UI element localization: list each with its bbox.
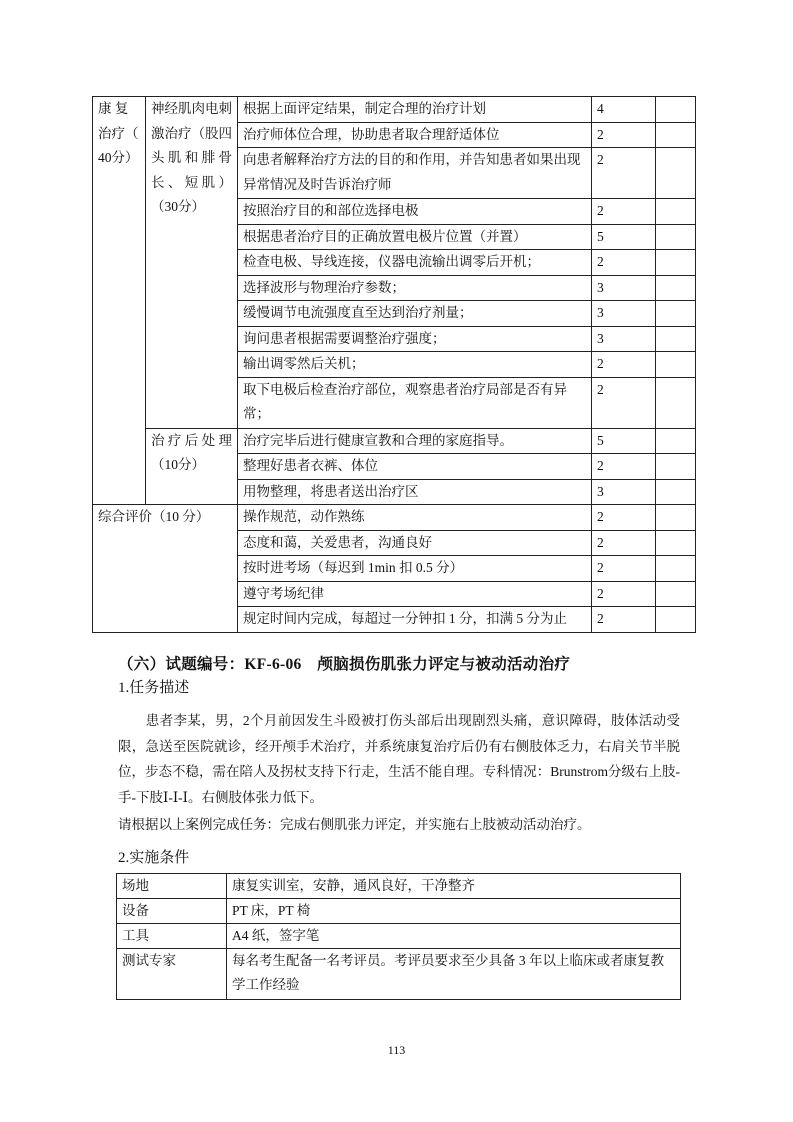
- actual-score-cell: [656, 479, 696, 505]
- item-score: 2: [592, 505, 656, 531]
- table-row: [117, 924, 681, 949]
- item-score: 2: [592, 607, 656, 633]
- group-cell: 治疗后处理（10分）: [146, 428, 238, 505]
- category-cell: 康 复治疗（ 40分）: [93, 97, 146, 505]
- actual-score-cell: [656, 352, 696, 378]
- actual-score-cell: [656, 428, 696, 454]
- item-score: 2: [592, 377, 656, 428]
- condition-label: 设备: [117, 899, 227, 924]
- task-heading: 1.任务描述: [118, 680, 190, 696]
- actual-score-cell: [656, 199, 696, 225]
- conditions-table: [116, 873, 681, 1000]
- item-score: 2: [592, 148, 656, 199]
- conditions-heading: 2.实施条件: [118, 850, 190, 866]
- condition-value: PT 床，PT 椅: [227, 899, 681, 924]
- item-text: 用物整理，将患者送出治疗区: [238, 479, 592, 505]
- item-score: 5: [592, 428, 656, 454]
- condition-label: 测试专家: [117, 949, 227, 1000]
- condition-value: 每名考生配备一名考评员。考评员要求至少具备 3 年以上临床或者康复教学工作经验: [227, 949, 681, 1000]
- item-text: 根据上面评定结果，制定合理的治疗计划: [238, 97, 592, 123]
- item-score: 2: [592, 530, 656, 556]
- item-text: 向患者解释治疗方法的目的和作用，并告知患者如果出现异常情况及时告诉治疗师: [238, 148, 592, 199]
- actual-score-cell: [656, 326, 696, 352]
- section-title: （六）试题编号：KF-6-06 颅脑损伤肌张力评定与被动活动治疗: [118, 656, 571, 673]
- item-score: 3: [592, 479, 656, 505]
- actual-score-cell: [656, 556, 696, 582]
- actual-score-cell: [656, 250, 696, 276]
- item-score: 2: [592, 352, 656, 378]
- item-score: 5: [592, 224, 656, 250]
- item-score: 3: [592, 275, 656, 301]
- item-text: 按照治疗目的和部位选择电极: [238, 199, 592, 225]
- item-text: 态度和蔼，关爱患者，沟通良好: [238, 530, 592, 556]
- table-row: [93, 97, 696, 123]
- table-row: [117, 949, 681, 1000]
- item-text: 遵守考场纪律: [238, 581, 592, 607]
- item-score: 3: [592, 326, 656, 352]
- item-text: 检查电极、导线连接，仪器电流输出调零后开机；: [238, 250, 592, 276]
- item-text: 治疗完毕后进行健康宣教和合理的家庭指导。: [238, 428, 592, 454]
- item-text: 询问患者根据需要调整治疗强度；: [238, 326, 592, 352]
- item-score: 4: [592, 97, 656, 123]
- actual-score-cell: [656, 377, 696, 428]
- item-score: 2: [592, 581, 656, 607]
- condition-label: 场地: [117, 874, 227, 899]
- item-score: 2: [592, 122, 656, 148]
- actual-score-cell: [656, 148, 696, 199]
- item-score: 2: [592, 556, 656, 582]
- item-text: 整理好患者衣裤、体位: [238, 454, 592, 480]
- actual-score-cell: [656, 454, 696, 480]
- actual-score-cell: [656, 581, 696, 607]
- page-number: 113: [387, 1043, 406, 1057]
- condition-value: 康复实训室，安静，通风良好，干净整齐: [227, 874, 681, 899]
- actual-score-cell: [656, 275, 696, 301]
- item-text: 输出调零然后关机；: [238, 352, 592, 378]
- actual-score-cell: [656, 530, 696, 556]
- actual-score-cell: [656, 122, 696, 148]
- table-row: [117, 899, 681, 924]
- actual-score-cell: [656, 97, 696, 123]
- item-score: 2: [592, 454, 656, 480]
- item-text: 按时进考场（每迟到 1min 扣 0.5 分）: [238, 556, 592, 582]
- item-text: 操作规范，动作熟练: [238, 505, 592, 531]
- item-score: 2: [592, 250, 656, 276]
- item-text: 缓慢调节电流强度直至达到治疗剂量；: [238, 301, 592, 327]
- overall-label: 综合评价（10 分）: [93, 505, 238, 633]
- group-cell: 神经肌肉电刺激治疗（股四头肌和腓骨长、短肌）（30分）: [146, 97, 238, 429]
- table-row: [93, 505, 696, 531]
- actual-score-cell: [656, 607, 696, 633]
- item-score: 3: [592, 301, 656, 327]
- actual-score-cell: [656, 224, 696, 250]
- item-text: 规定时间内完成，每超过一分钟扣 1 分，扣满 5 分为止: [238, 607, 592, 633]
- item-text: 根据患者治疗目的正确放置电极片位置（并置）: [238, 224, 592, 250]
- item-score: 2: [592, 199, 656, 225]
- actual-score-cell: [656, 301, 696, 327]
- condition-label: 工具: [117, 924, 227, 949]
- item-text: 选择波形与物理治疗参数；: [238, 275, 592, 301]
- table-row: [93, 428, 696, 454]
- actual-score-cell: [656, 505, 696, 531]
- condition-value: A4 纸，签字笔: [227, 924, 681, 949]
- score-table: [92, 96, 696, 633]
- task-request: 请根据以上案例完成任务：完成右侧肌张力评定，并实施右上肢被动活动治疗。: [118, 817, 591, 832]
- table-row: [117, 874, 681, 899]
- item-text: 治疗师体位合理，协助患者取合理舒适体位: [238, 122, 592, 148]
- item-text: 取下电极后检查治疗部位，观察患者治疗局部是否有异常；: [238, 377, 592, 428]
- task-description: 患者李某，男，2个月前因发生斗殴被打伤头部后出现剧烈头痛，意识障碍，肢体活动受限，急送至医院就诊，经开颅手术治疗，并系统康复治疗后仍有右侧肢体乏力，右肩关节半脱位，步态不稳，需在陪人及拐杖支持下行走，生活不能自理。专科情况：Brunstrom分级右上肢-手-下肢Ⅰ-Ⅰ-Ⅰ。右侧肢体张力低下。: [118, 713, 680, 805]
